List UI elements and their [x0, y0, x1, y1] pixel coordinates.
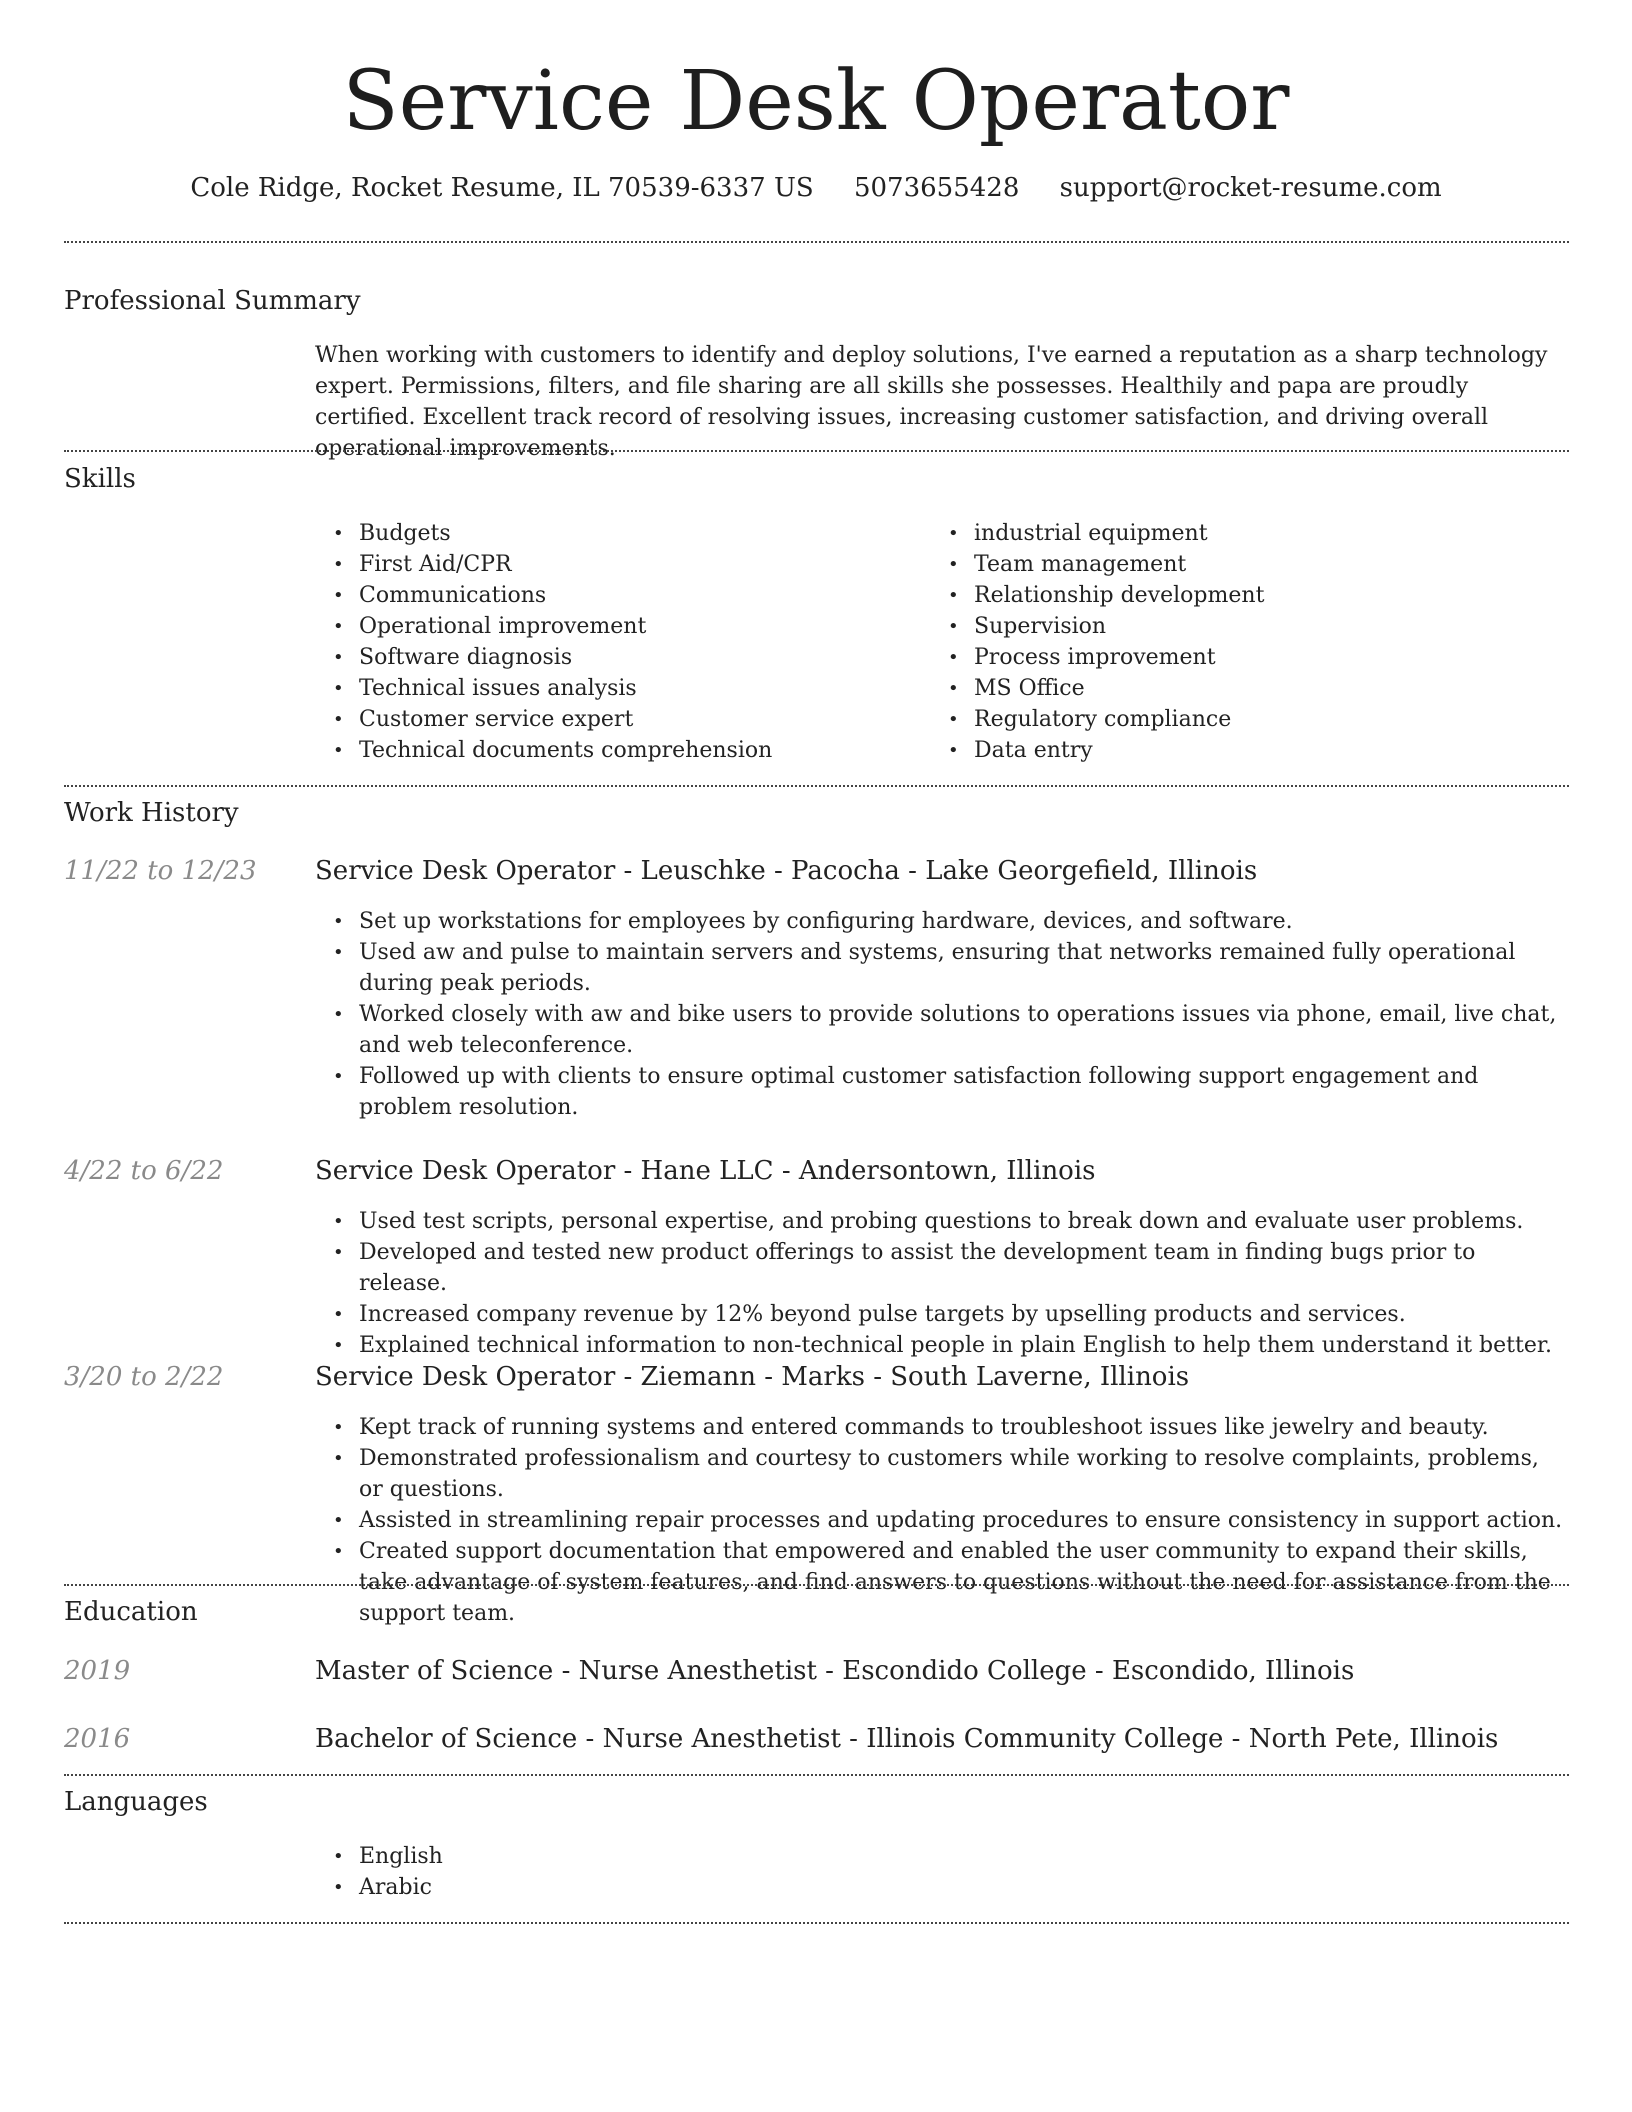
skill-item: • Customer service expert: [359, 704, 919, 735]
skill-item: • Software diagnosis: [359, 642, 919, 673]
resume-name: Service Desk Operator: [342, 54, 1290, 149]
job-bullets: [315, 1206, 1569, 1361]
education-heading: Education: [64, 1597, 198, 1627]
job-bullet: • Explained technical information to non-technical people in plain English to help them understand it better.: [359, 1330, 1569, 1361]
job-bullet: • Developed and tested new product offerings to assist the development team in finding bugs prior to release.: [359, 1237, 1569, 1299]
skills-heading: Skills: [64, 464, 136, 494]
summary-text: When working with customers to identify and deploy solutions, I've earned a reputation as a sharp technology expert. Permissions, filters, and file sharing are all skills she possesses. Healthily and papa are proudly certified. Excellent track record of resolving issues, increasing customer satisfaction, and driving overall operational improvements.: [315, 343, 1548, 461]
contact-line: [0, 170, 1632, 206]
skill-item: • Budgets: [359, 518, 919, 549]
skills-list-right: [930, 518, 1574, 766]
job-bullets: [315, 1412, 1569, 1629]
job-dates: 4/22 to 6/22: [64, 1156, 224, 1186]
job-bullet: • Increased company revenue by 12% beyond pulse targets by upselling products and services.: [359, 1299, 1569, 1330]
section-divider: [64, 241, 1569, 243]
skills-list-left: [315, 518, 919, 766]
section-divider: [64, 1774, 1569, 1776]
job-bullet: • Worked closely with aw and bike users to provide solutions to operations issues via phone, email, live chat, and web teleconference.: [359, 999, 1569, 1061]
skill-item: • Supervision: [974, 611, 1574, 642]
skill-item: • Relationship development: [974, 580, 1574, 611]
contact-email: support@rocket-resume.com: [1059, 173, 1442, 203]
job-dates: 11/22 to 12/23: [64, 856, 257, 886]
contact-phone: 5073655428: [853, 173, 1020, 203]
section-divider: [64, 785, 1569, 787]
languages-list: [315, 1841, 959, 1903]
skill-item: • Technical issues analysis: [359, 673, 919, 704]
job-bullet: • Set up workstations for employees by configuring hardware, devices, and software.: [359, 906, 1569, 937]
section-divider: [64, 1584, 1569, 1586]
skill-item: • Data entry: [974, 735, 1574, 766]
contact-address: Cole Ridge, Rocket Resume, IL 70539-6337 US: [190, 173, 814, 203]
skill-item: • MS Office: [974, 673, 1574, 704]
job-bullet: • Used aw and pulse to maintain servers and systems, ensuring that networks remained fully operational during peak periods.: [359, 937, 1569, 999]
skill-item: • First Aid/CPR: [359, 549, 919, 580]
education-year: 2016: [64, 1724, 131, 1754]
job-bullet: • Followed up with clients to ensure optimal customer satisfaction following support engagement and problem resolution.: [359, 1061, 1569, 1123]
job-bullet: • Demonstrated professionalism and courtesy to customers while working to resolve complaints, problems, or questions.: [359, 1443, 1569, 1505]
section-divider: [64, 1922, 1569, 1924]
education-degree: Master of Science - Nurse Anesthetist - Escondido College - Escondido, Illinois: [315, 1656, 1355, 1686]
job-title: Service Desk Operator - Hane LLC - Andersontown, Illinois: [315, 1156, 1096, 1186]
job-bullet: • Created support documentation that empowered and enabled the user community to expand their skills, take advantage of system features, and find answers to questions without the need for assistance from the support team.: [359, 1536, 1569, 1629]
job-bullet: • Kept track of running systems and entered commands to troubleshoot issues like jewelry and beauty.: [359, 1412, 1569, 1443]
job-title: Service Desk Operator - Leuschke - Pacocha - Lake Georgefield, Illinois: [315, 856, 1258, 886]
skill-item: • industrial equipment: [974, 518, 1574, 549]
languages-heading: Languages: [64, 1787, 208, 1817]
summary-heading: Professional Summary: [64, 286, 361, 316]
skill-item: • Team management: [974, 549, 1574, 580]
job-bullet: • Used test scripts, personal expertise, and probing questions to break down and evaluate user problems.: [359, 1206, 1569, 1237]
job-title: Service Desk Operator - Ziemann - Marks - South Laverne, Illinois: [315, 1362, 1190, 1392]
education-degree: Bachelor of Science - Nurse Anesthetist - Illinois Community College - North Pete, Illinois: [315, 1724, 1499, 1754]
skill-item: • Operational improvement: [359, 611, 919, 642]
language-item: • Arabic: [359, 1872, 959, 1903]
education-year: 2019: [64, 1656, 131, 1686]
job-bullets: [315, 906, 1569, 1123]
job-bullet: • Assisted in streamlining repair processes and updating procedures to ensure consistency in support action.: [359, 1505, 1569, 1536]
section-divider: [64, 450, 1569, 452]
language-item: • English: [359, 1841, 959, 1872]
job-dates: 3/20 to 2/22: [64, 1362, 224, 1392]
skill-item: • Technical documents comprehension: [359, 735, 919, 766]
work-heading: Work History: [64, 798, 239, 828]
skill-item: • Communications: [359, 580, 919, 611]
skill-item: • Regulatory compliance: [974, 704, 1574, 735]
skill-item: • Process improvement: [974, 642, 1574, 673]
